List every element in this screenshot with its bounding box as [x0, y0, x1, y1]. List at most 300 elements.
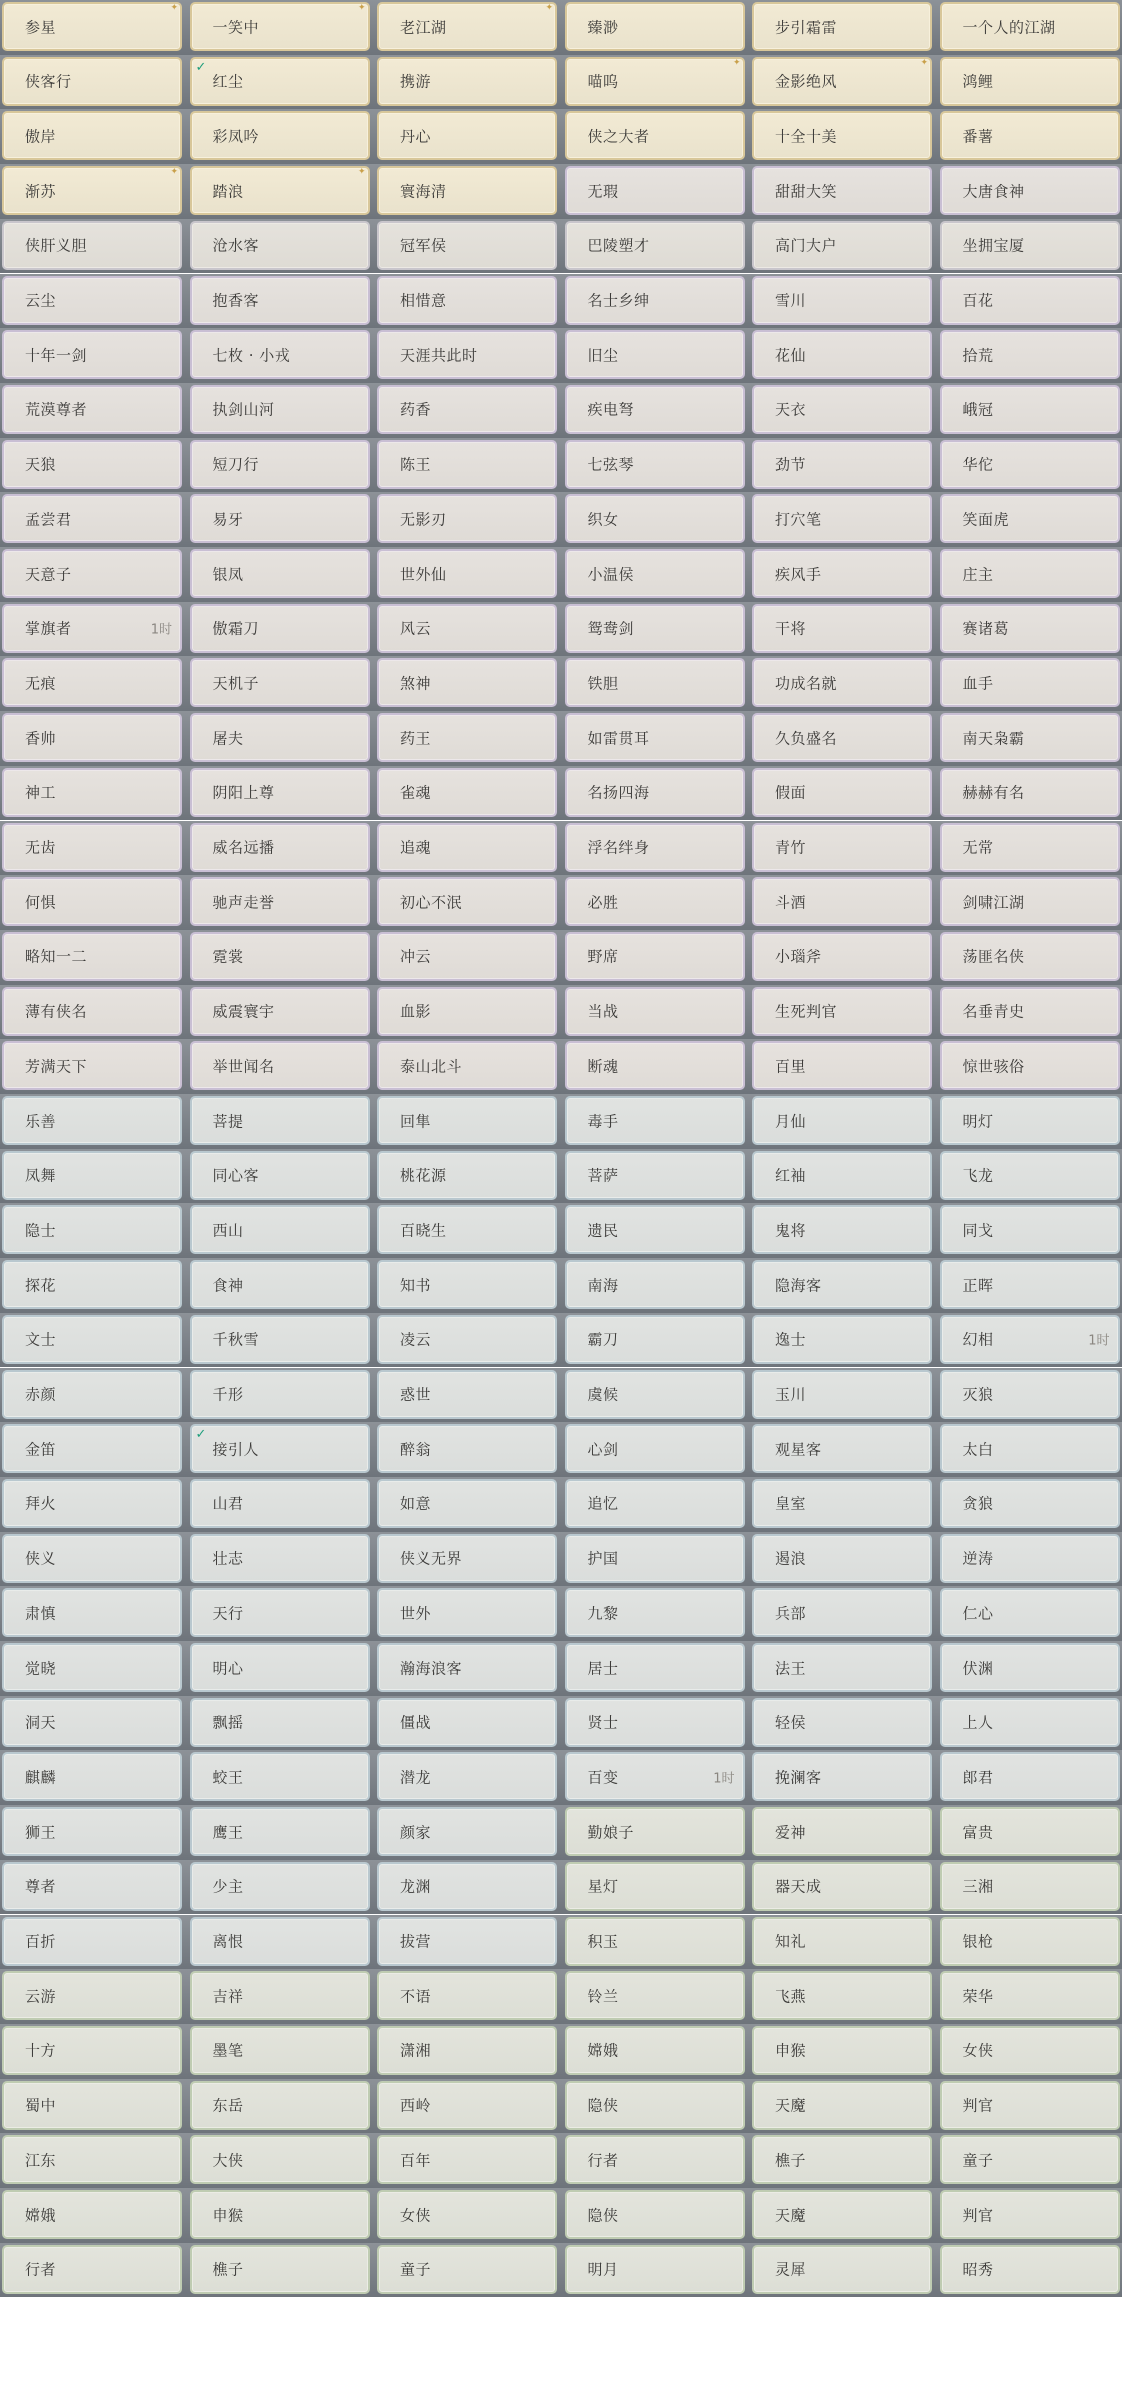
title-tile[interactable]: [377, 658, 557, 707]
title-tile[interactable]: [377, 57, 557, 106]
title-tile[interactable]: [752, 823, 932, 872]
title-tile[interactable]: [565, 1424, 745, 1473]
title-tile[interactable]: [940, 1862, 1120, 1911]
title-tile[interactable]: [752, 604, 932, 653]
title-tile[interactable]: [190, 1643, 370, 1692]
title-tile[interactable]: [565, 1315, 745, 1364]
title-tile[interactable]: [940, 877, 1120, 926]
title-tile[interactable]: [377, 2135, 557, 2184]
title-tile[interactable]: [377, 1096, 557, 1145]
title-tile[interactable]: [377, 768, 557, 817]
title-tile[interactable]: [752, 57, 932, 106]
title-tile[interactable]: [565, 1151, 745, 1200]
title-tile-label: 彩凤吟: [212, 127, 260, 146]
title-tile[interactable]: [752, 2135, 932, 2184]
title-tile[interactable]: [190, 1752, 370, 1801]
title-tile[interactable]: [940, 549, 1120, 598]
title-tile-label: 侠义无界: [400, 1549, 463, 1568]
title-tile[interactable]: [752, 1588, 932, 1637]
title-tile[interactable]: [2, 385, 182, 434]
title-tile[interactable]: [377, 385, 557, 434]
title-tile[interactable]: [377, 1752, 557, 1801]
title-tile-label: 兵部: [775, 1604, 807, 1623]
title-tile[interactable]: [752, 1534, 932, 1583]
title-tile[interactable]: [752, 1698, 932, 1747]
title-tile[interactable]: [752, 2026, 932, 2075]
title-tile[interactable]: [2, 1315, 182, 1364]
title-tile-label: 追忆: [587, 1494, 619, 1513]
title-tile-label: 七弦琴: [587, 455, 635, 474]
title-tile-label: 初心不泯: [400, 893, 463, 912]
title-tile[interactable]: [190, 2245, 370, 2294]
title-tile[interactable]: [2, 2245, 182, 2294]
title-tile[interactable]: [752, 932, 932, 981]
title-tile[interactable]: [377, 1424, 557, 1473]
title-tile[interactable]: [565, 1752, 745, 1801]
title-tile[interactable]: [565, 877, 745, 926]
title-tile[interactable]: [377, 111, 557, 160]
title-tile[interactable]: [565, 823, 745, 872]
title-tile[interactable]: [940, 1479, 1120, 1528]
title-tile[interactable]: [190, 111, 370, 160]
title-tile[interactable]: [565, 1807, 745, 1856]
title-tile[interactable]: [190, 658, 370, 707]
title-tile-label: 芳满天下: [25, 1057, 88, 1076]
title-tile[interactable]: [565, 1698, 745, 1747]
title-tile[interactable]: [940, 932, 1120, 981]
title-tile-label: 百里: [775, 1057, 807, 1076]
title-tile[interactable]: [377, 1260, 557, 1309]
title-tile-label: 红袖: [775, 1166, 807, 1185]
title-tile[interactable]: [752, 1151, 932, 1200]
title-tile[interactable]: [940, 1534, 1120, 1583]
title-tile-label: 药王: [400, 729, 432, 748]
title-tile[interactable]: [565, 1479, 745, 1528]
title-tile[interactable]: [940, 1424, 1120, 1473]
title-tile[interactable]: [377, 1315, 557, 1364]
title-tile[interactable]: [752, 2245, 932, 2294]
title-tile[interactable]: [2, 1205, 182, 1254]
title-tile[interactable]: [940, 221, 1120, 270]
title-tile[interactable]: [2, 57, 182, 106]
title-tile[interactable]: [940, 57, 1120, 106]
title-tile-label: 樵子: [212, 2260, 244, 2279]
title-tile[interactable]: [940, 276, 1120, 325]
title-tile[interactable]: [2, 658, 182, 707]
title-tile[interactable]: [2, 1534, 182, 1583]
title-tile[interactable]: [377, 1041, 557, 1090]
title-tile[interactable]: [190, 2081, 370, 2130]
title-tile-label: 三湘: [962, 1877, 994, 1896]
title-tile[interactable]: [940, 987, 1120, 1036]
title-tile[interactable]: [190, 1479, 370, 1528]
title-tile[interactable]: [2, 987, 182, 1036]
title-tile[interactable]: [752, 1807, 932, 1856]
title-tile[interactable]: [940, 2, 1120, 51]
title-tile-label: 无齿: [25, 838, 57, 857]
title-tile[interactable]: [565, 276, 745, 325]
title-tile[interactable]: [190, 932, 370, 981]
title-tile[interactable]: [2, 166, 182, 215]
title-tile[interactable]: [940, 604, 1120, 653]
title-tile-label: 七枚 · 小戎: [212, 346, 291, 365]
title-tile-label: 坐拥宝厦: [962, 236, 1025, 255]
title-tile[interactable]: [377, 987, 557, 1036]
title-tile[interactable]: [190, 1862, 370, 1911]
title-tile[interactable]: [377, 1698, 557, 1747]
title-tile[interactable]: [565, 2, 745, 51]
title-tile-label: 大侠: [212, 2151, 244, 2170]
title-tile[interactable]: [2, 1917, 182, 1966]
title-tile[interactable]: [752, 1205, 932, 1254]
title-tile[interactable]: [377, 713, 557, 762]
title-tile-label: 小温侯: [587, 565, 635, 583]
title-tile[interactable]: [377, 2, 557, 51]
title-tile[interactable]: [565, 1862, 745, 1911]
title-tile[interactable]: [190, 1260, 370, 1309]
title-tile[interactable]: [940, 1698, 1120, 1747]
title-tile[interactable]: [2, 1260, 182, 1309]
title-tile[interactable]: [190, 1534, 370, 1583]
title-tile[interactable]: [190, 604, 370, 653]
title-tile[interactable]: [190, 1315, 370, 1364]
title-tile[interactable]: [190, 276, 370, 325]
title-tile-label: 当战: [587, 1002, 619, 1021]
title-tile[interactable]: [940, 166, 1120, 215]
title-tile-label: 瀚海浪客: [400, 1659, 463, 1677]
title-tile-label: 天意子: [25, 565, 72, 583]
title-tile[interactable]: [2, 221, 182, 270]
title-tile[interactable]: [190, 1698, 370, 1747]
title-tile[interactable]: [565, 440, 745, 489]
title-tile[interactable]: [2, 111, 182, 160]
title-tile[interactable]: [565, 932, 745, 981]
title-tile[interactable]: [940, 658, 1120, 707]
title-tile-label: 略知一二: [25, 947, 88, 966]
title-tile[interactable]: [940, 385, 1120, 434]
title-tile[interactable]: [377, 1807, 557, 1856]
title-tile[interactable]: [565, 385, 745, 434]
title-tile[interactable]: [377, 1534, 557, 1583]
title-tile-label: 野席: [587, 947, 619, 966]
title-tile[interactable]: [377, 604, 557, 653]
title-tile-label: 铃兰: [587, 1987, 619, 2006]
title-tile-label: 云游: [25, 1987, 57, 2006]
title-tile-label: 笑面虎: [962, 510, 1010, 529]
title-tile[interactable]: [377, 877, 557, 926]
title-tile[interactable]: [190, 2, 370, 51]
title-tile[interactable]: [2, 768, 182, 817]
title-tile[interactable]: [190, 2026, 370, 2075]
title-tile[interactable]: [752, 658, 932, 707]
title-tile-label: 银枪: [962, 1932, 994, 1951]
title-tile[interactable]: [940, 1205, 1120, 1254]
title-tile[interactable]: [940, 1041, 1120, 1090]
title-tile[interactable]: [752, 2190, 932, 2239]
title-tile[interactable]: [940, 330, 1120, 379]
title-tile[interactable]: [565, 768, 745, 817]
title-tile[interactable]: [940, 713, 1120, 762]
title-tile[interactable]: [2, 2135, 182, 2184]
title-tile[interactable]: [377, 1479, 557, 1528]
time-limit-badge: 1时: [150, 622, 172, 638]
title-tile[interactable]: [2, 2026, 182, 2075]
title-tile[interactable]: [752, 877, 932, 926]
title-tile[interactable]: [377, 1370, 557, 1419]
title-tile[interactable]: [377, 1205, 557, 1254]
title-tile[interactable]: [565, 658, 745, 707]
title-tile[interactable]: [752, 1370, 932, 1419]
title-tile[interactable]: [752, 221, 932, 270]
title-tile[interactable]: [565, 1534, 745, 1583]
title-tile[interactable]: [752, 1041, 932, 1090]
title-tile[interactable]: [190, 1807, 370, 1856]
title-tile[interactable]: [377, 1917, 557, 1966]
title-tile[interactable]: [377, 823, 557, 872]
title-tile[interactable]: [190, 713, 370, 762]
title-tile[interactable]: [377, 440, 557, 489]
title-tile[interactable]: [2, 440, 182, 489]
title-tile[interactable]: [190, 385, 370, 434]
title-tile[interactable]: [377, 932, 557, 981]
title-tile[interactable]: [752, 330, 932, 379]
title-tile-label: 贪狼: [962, 1494, 994, 1513]
title-tile[interactable]: [565, 1205, 745, 1254]
title-tile[interactable]: [940, 823, 1120, 872]
title-tile-label: 凌云: [400, 1330, 432, 1349]
title-tile[interactable]: [377, 330, 557, 379]
title-tile[interactable]: [565, 1643, 745, 1692]
title-tile[interactable]: [940, 2245, 1120, 2294]
title-tile[interactable]: [940, 1151, 1120, 1200]
title-tile[interactable]: [940, 1260, 1120, 1309]
title-tile[interactable]: [2, 604, 182, 653]
title-tile[interactable]: [940, 2135, 1120, 2184]
title-tile[interactable]: [940, 2026, 1120, 2075]
title-tile[interactable]: [377, 276, 557, 325]
title-tile-label: 药香: [400, 400, 432, 419]
title-tile[interactable]: [565, 57, 745, 106]
title-tile[interactable]: [2, 1096, 182, 1145]
title-tile[interactable]: [190, 823, 370, 872]
title-tile[interactable]: [377, 549, 557, 598]
title-tile[interactable]: [190, 768, 370, 817]
title-tile-label: 劲节: [775, 455, 807, 474]
title-tile[interactable]: [2, 1752, 182, 1801]
title-tile[interactable]: [752, 1424, 932, 1473]
title-tile[interactable]: [2, 330, 182, 379]
title-tile[interactable]: [940, 494, 1120, 543]
title-tile[interactable]: [940, 440, 1120, 489]
title-tile[interactable]: [752, 166, 932, 215]
title-tile[interactable]: [940, 2190, 1120, 2239]
title-tile[interactable]: [2, 1041, 182, 1090]
title-tile[interactable]: [2, 877, 182, 926]
title-tile-label: 千形: [212, 1385, 244, 1404]
title-tile[interactable]: [752, 494, 932, 543]
title-tile[interactable]: [2, 713, 182, 762]
title-tile[interactable]: [752, 1096, 932, 1145]
title-tile[interactable]: [565, 1370, 745, 1419]
title-tile[interactable]: [2, 1643, 182, 1692]
title-tile[interactable]: [377, 1862, 557, 1911]
title-tile[interactable]: [565, 1917, 745, 1966]
title-tile[interactable]: [752, 2, 932, 51]
title-tile[interactable]: [377, 1643, 557, 1692]
title-tile[interactable]: [190, 440, 370, 489]
title-tile[interactable]: [940, 1370, 1120, 1419]
title-tile[interactable]: [190, 2190, 370, 2239]
title-tile[interactable]: [752, 1752, 932, 1801]
title-tile[interactable]: [565, 987, 745, 1036]
title-tile[interactable]: [190, 57, 370, 106]
title-tile[interactable]: [752, 111, 932, 160]
title-tile[interactable]: [565, 494, 745, 543]
title-tile[interactable]: [2, 2081, 182, 2130]
title-tile[interactable]: [565, 166, 745, 215]
title-tile-label: 渐苏: [25, 182, 57, 201]
title-tile[interactable]: [940, 1752, 1120, 1801]
title-tile[interactable]: [377, 1151, 557, 1200]
title-tile[interactable]: [752, 1479, 932, 1528]
title-tile[interactable]: [752, 549, 932, 598]
title-tile[interactable]: [377, 1588, 557, 1637]
title-tile[interactable]: [377, 1971, 557, 2020]
title-tile[interactable]: [2, 1151, 182, 1200]
title-tile[interactable]: [190, 1588, 370, 1637]
title-tile[interactable]: [752, 1260, 932, 1309]
title-tile[interactable]: [2, 1971, 182, 2020]
title-tile[interactable]: [2, 1588, 182, 1637]
title-tile[interactable]: [940, 768, 1120, 817]
title-tile[interactable]: [190, 1917, 370, 1966]
title-tile-label: 离恨: [212, 1932, 244, 1951]
title-tile[interactable]: [2, 1698, 182, 1747]
title-tile-label: 菩提: [212, 1112, 244, 1130]
title-tile[interactable]: [2, 1370, 182, 1419]
title-tile[interactable]: [190, 166, 370, 215]
title-tile[interactable]: [190, 330, 370, 379]
title-tile[interactable]: [190, 1424, 370, 1473]
title-tile[interactable]: [377, 2081, 557, 2130]
title-tile[interactable]: [565, 1971, 745, 2020]
title-tile[interactable]: [377, 2190, 557, 2239]
title-tile-label: 功成名就: [775, 674, 838, 693]
title-tile[interactable]: [190, 1151, 370, 1200]
title-tile[interactable]: [190, 1205, 370, 1254]
title-tile[interactable]: [377, 494, 557, 543]
title-tile[interactable]: [565, 2245, 745, 2294]
title-tile[interactable]: [2, 1862, 182, 1911]
title-tile[interactable]: [190, 877, 370, 926]
title-tile[interactable]: [940, 2081, 1120, 2130]
title-tile-label: 蜀中: [25, 2096, 57, 2115]
title-tile[interactable]: [940, 1807, 1120, 1856]
title-tile[interactable]: [565, 2081, 745, 2130]
title-tile[interactable]: [377, 2245, 557, 2294]
title-tile[interactable]: [2, 1479, 182, 1528]
title-tile[interactable]: [565, 111, 745, 160]
title-tile[interactable]: [565, 1096, 745, 1145]
title-tile[interactable]: [752, 1315, 932, 1364]
title-tile-label: 鸿鲤: [962, 72, 994, 91]
title-tile[interactable]: [752, 276, 932, 325]
title-tile[interactable]: [565, 1588, 745, 1637]
title-tile[interactable]: [752, 1971, 932, 2020]
title-tile[interactable]: [752, 2081, 932, 2130]
title-tile[interactable]: [752, 1862, 932, 1911]
title-tile[interactable]: [190, 1971, 370, 2020]
time-limit-badge: 1时: [1088, 1333, 1110, 1349]
title-tile[interactable]: [190, 549, 370, 598]
title-tile[interactable]: [2, 823, 182, 872]
title-tile[interactable]: [940, 1588, 1120, 1637]
title-tile[interactable]: [2, 2190, 182, 2239]
title-tile[interactable]: [190, 1096, 370, 1145]
title-tile-label: 雀魂: [400, 783, 432, 802]
title-tile[interactable]: [940, 1315, 1120, 1364]
title-tile-label: 太白: [962, 1440, 994, 1459]
title-tile[interactable]: [377, 166, 557, 215]
title-tile[interactable]: [565, 713, 745, 762]
title-tile[interactable]: [190, 1370, 370, 1419]
title-tile[interactable]: [565, 221, 745, 270]
title-tile[interactable]: [2, 1424, 182, 1473]
title-tile[interactable]: [2, 2, 182, 51]
title-tile-label: 隐侠: [587, 2206, 619, 2224]
title-tile-label: 生死判官: [775, 1002, 838, 1021]
title-tile[interactable]: [565, 1041, 745, 1090]
title-tile[interactable]: [565, 2026, 745, 2075]
title-tile[interactable]: [2, 932, 182, 981]
title-tile[interactable]: [565, 604, 745, 653]
title-tile[interactable]: [565, 330, 745, 379]
title-tile[interactable]: [190, 987, 370, 1036]
title-tile[interactable]: [752, 440, 932, 489]
title-tile[interactable]: [940, 1096, 1120, 1145]
title-tile[interactable]: [940, 1643, 1120, 1692]
title-tile[interactable]: [2, 549, 182, 598]
title-tile-label: 一个人的江湖: [962, 18, 1056, 36]
title-tile[interactable]: [565, 2135, 745, 2184]
title-tile[interactable]: [565, 2190, 745, 2239]
title-tile[interactable]: [940, 1971, 1120, 2020]
title-tile[interactable]: [752, 1917, 932, 1966]
title-tile[interactable]: [940, 1917, 1120, 1966]
title-tile[interactable]: [2, 276, 182, 325]
title-tile[interactable]: [190, 1041, 370, 1090]
title-tile[interactable]: [2, 1807, 182, 1856]
title-tile-label: 遏浪: [775, 1549, 807, 1568]
title-tile[interactable]: [190, 2135, 370, 2184]
title-tile[interactable]: [752, 768, 932, 817]
title-tile[interactable]: [752, 987, 932, 1036]
title-tile[interactable]: [752, 385, 932, 434]
title-tile[interactable]: [2, 494, 182, 543]
title-tile[interactable]: [377, 221, 557, 270]
title-tile[interactable]: [190, 221, 370, 270]
title-tile-label: 上人: [962, 1713, 994, 1732]
title-tile[interactable]: [940, 111, 1120, 160]
title-tile[interactable]: [565, 549, 745, 598]
title-tile[interactable]: [190, 494, 370, 543]
title-tile[interactable]: [565, 1260, 745, 1309]
title-tile[interactable]: [752, 1643, 932, 1692]
title-tile-label: 浮名绊身: [587, 838, 650, 857]
title-tile-label: 驰声走誉: [212, 893, 275, 912]
title-tile[interactable]: [752, 713, 932, 762]
title-tile[interactable]: [377, 2026, 557, 2075]
